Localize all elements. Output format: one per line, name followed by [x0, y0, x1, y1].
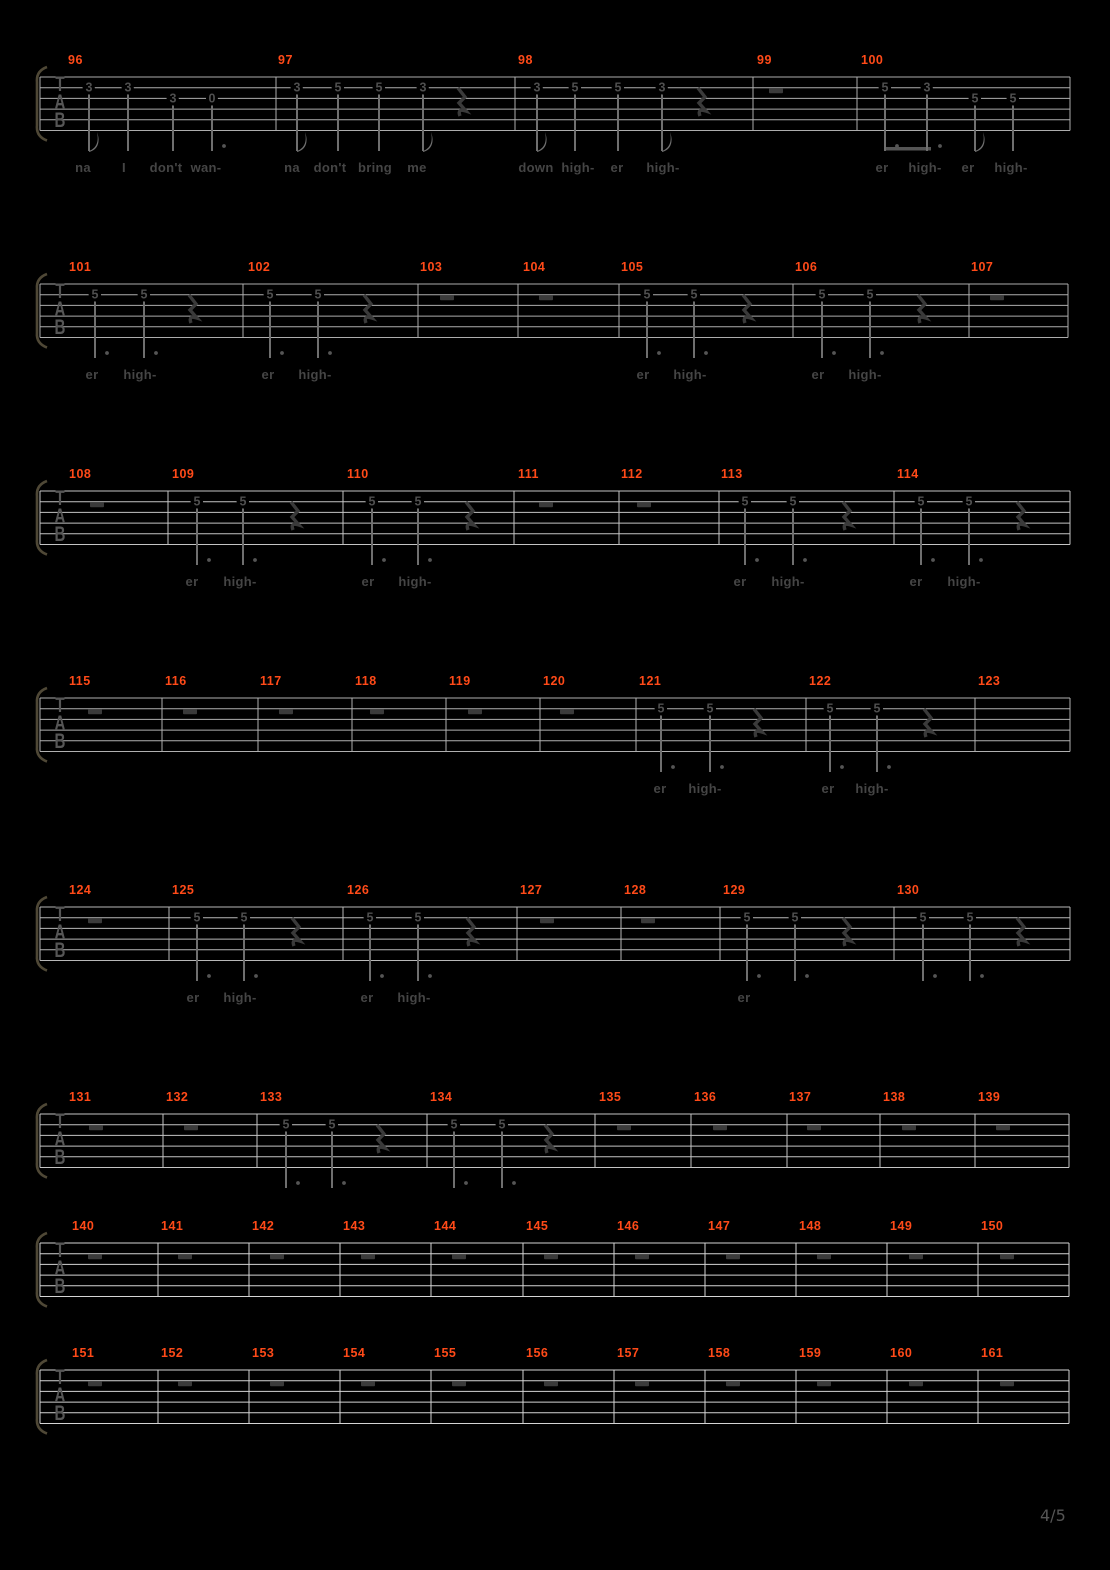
measure-number: 124: [69, 883, 92, 897]
measure-number: 117: [260, 674, 282, 688]
measure-number: 147: [708, 1219, 731, 1233]
augmentation-dot: [657, 351, 661, 355]
measure-number: 132: [166, 1090, 189, 1104]
whole-rest[interactable]: [270, 1381, 284, 1386]
tab-clef-letter: A: [54, 503, 66, 528]
augmentation-dot: [105, 351, 109, 355]
tab-clef-letter: T: [55, 1108, 65, 1133]
measure-number: 135: [599, 1090, 622, 1104]
augmentation-dot: [428, 558, 432, 562]
lyric-syllable: er: [636, 367, 650, 382]
whole-rest[interactable]: [452, 1381, 466, 1386]
measure-number: 161: [981, 1346, 1004, 1360]
measure-number: 148: [799, 1219, 822, 1233]
tab-clef-letter: B: [54, 314, 66, 339]
lyric-syllable: I: [122, 160, 126, 175]
measure-number: 136: [694, 1090, 717, 1104]
augmentation-dot: [805, 974, 809, 978]
fret-number[interactable]: 5: [366, 910, 374, 925]
staff-bracket: [37, 481, 47, 555]
measure-number: 130: [897, 883, 920, 897]
quarter-rest[interactable]: [918, 295, 926, 323]
quarter-rest[interactable]: [545, 1125, 553, 1153]
lyric-syllable: high-: [646, 160, 680, 175]
fret-number[interactable]: 5: [706, 701, 714, 716]
lyric-syllable: er: [653, 781, 667, 796]
tab-clef-letter: T: [55, 1237, 65, 1262]
lyric-syllable: don't: [149, 160, 183, 175]
tab-clef-letter: A: [54, 710, 66, 735]
tab-clef-letter: B: [54, 1144, 66, 1169]
measure-number: 111: [518, 467, 539, 481]
eighth-flag: [975, 132, 985, 152]
measure-number: 100: [861, 53, 884, 67]
measure-number: 101: [69, 260, 92, 274]
augmentation-dot: [895, 144, 899, 148]
fret-number[interactable]: 5: [657, 701, 665, 716]
quarter-rest[interactable]: [458, 88, 466, 116]
lyric-syllable: wan-: [190, 160, 222, 175]
tab-clef-letter: T: [55, 485, 65, 510]
augmentation-dot: [328, 351, 332, 355]
whole-rest[interactable]: [452, 1254, 466, 1259]
measure-number: 121: [639, 674, 662, 688]
tab-clef-letter: B: [54, 728, 66, 753]
measure-number: 102: [248, 260, 271, 274]
quarter-rest[interactable]: [924, 709, 932, 737]
fret-number[interactable]: 5: [966, 910, 974, 925]
measure-number: 103: [420, 260, 443, 274]
lyric-syllable: er: [909, 574, 923, 589]
fret-number[interactable]: 3: [124, 80, 132, 95]
measure-number: 134: [430, 1090, 453, 1104]
fret-number[interactable]: 5: [791, 910, 799, 925]
lyric-syllable: high-: [908, 160, 942, 175]
whole-rest[interactable]: [637, 502, 651, 507]
staff-bracket: [37, 688, 47, 762]
fret-number[interactable]: 0: [208, 91, 216, 106]
fret-number[interactable]: 3: [533, 80, 541, 95]
fret-number[interactable]: 5: [866, 287, 874, 302]
augmentation-dot: [207, 558, 211, 562]
fret-number[interactable]: 3: [169, 91, 177, 106]
augmentation-dot: [207, 974, 211, 978]
staff-bracket: [37, 897, 47, 971]
page-indicator: 4/5: [1040, 1506, 1066, 1525]
measure-number: 142: [252, 1219, 275, 1233]
measure-number: 122: [809, 674, 832, 688]
tab-clef-letter: B: [54, 1273, 66, 1298]
whole-rest[interactable]: [1000, 1381, 1014, 1386]
fret-number[interactable]: 5: [314, 287, 322, 302]
augmentation-dot: [382, 558, 386, 562]
staff-bracket: [37, 274, 47, 348]
fret-number[interactable]: 5: [140, 287, 148, 302]
augmentation-dot: [464, 1181, 468, 1185]
tab-clef-letter: A: [54, 1255, 66, 1280]
measure-number: 143: [343, 1219, 366, 1233]
measure-number: 110: [347, 467, 369, 481]
staff-bracket: [37, 1360, 47, 1434]
whole-rest[interactable]: [769, 88, 783, 93]
fret-number[interactable]: 5: [743, 910, 751, 925]
whole-rest[interactable]: [440, 295, 454, 300]
measure-number: 112: [621, 467, 643, 481]
quarter-rest[interactable]: [754, 709, 762, 737]
lyric-syllable: high-: [947, 574, 981, 589]
measure-number: 133: [260, 1090, 283, 1104]
measure-number: 154: [343, 1346, 366, 1360]
measure-number: 119: [449, 674, 471, 688]
fret-number[interactable]: 5: [971, 91, 979, 106]
tab-clef-letter: B: [54, 107, 66, 132]
fret-number[interactable]: 3: [85, 80, 93, 95]
tab-clef-letter: B: [54, 937, 66, 962]
measure-number: 158: [708, 1346, 731, 1360]
whole-rest[interactable]: [560, 709, 574, 714]
eighth-flag: [297, 132, 307, 152]
whole-rest[interactable]: [817, 1254, 831, 1259]
fret-number[interactable]: 5: [917, 494, 925, 509]
tab-clef-letter: T: [55, 901, 65, 926]
whole-rest[interactable]: [544, 1254, 558, 1259]
lyric-syllable: er: [85, 367, 99, 382]
tab-clef-letter: B: [54, 521, 66, 546]
quarter-rest[interactable]: [843, 918, 851, 946]
whole-rest[interactable]: [902, 1125, 916, 1130]
augmentation-dot: [933, 974, 937, 978]
whole-rest[interactable]: [361, 1254, 375, 1259]
measure-number: 144: [434, 1219, 457, 1233]
quarter-rest[interactable]: [1017, 502, 1025, 530]
augmentation-dot: [887, 765, 891, 769]
whole-rest[interactable]: [909, 1381, 923, 1386]
whole-rest[interactable]: [270, 1254, 284, 1259]
fret-number[interactable]: 5: [965, 494, 973, 509]
fret-number[interactable]: 5: [873, 701, 881, 716]
whole-rest[interactable]: [539, 295, 553, 300]
fret-number[interactable]: 5: [239, 494, 247, 509]
quarter-rest[interactable]: [466, 502, 474, 530]
tab-clef-letter: A: [54, 1126, 66, 1151]
fret-number[interactable]: 3: [293, 80, 301, 95]
measure-number: 98: [518, 53, 533, 67]
lyric-syllable: er: [811, 367, 825, 382]
measure-number: 155: [434, 1346, 457, 1360]
fret-number[interactable]: 5: [881, 80, 889, 95]
tab-clef-letter: T: [55, 71, 65, 96]
quarter-rest[interactable]: [843, 502, 851, 530]
measure-number: 138: [883, 1090, 906, 1104]
augmentation-dot: [880, 351, 884, 355]
whole-rest[interactable]: [635, 1254, 649, 1259]
quarter-rest[interactable]: [364, 295, 372, 323]
measure-number: 99: [757, 53, 772, 67]
measure-number: 146: [617, 1219, 640, 1233]
augmentation-dot: [380, 974, 384, 978]
lyric-syllable: high-: [398, 574, 432, 589]
lyric-syllable: er: [821, 781, 835, 796]
lyric-syllable: high-: [688, 781, 722, 796]
measure-number: 109: [172, 467, 195, 481]
lyric-syllable: er: [261, 367, 275, 382]
fret-number[interactable]: 5: [614, 80, 622, 95]
measure-number: 137: [789, 1090, 812, 1104]
lyric-syllable: er: [185, 574, 199, 589]
augmentation-dot: [720, 765, 724, 769]
measure-number: 97: [278, 53, 293, 67]
lyric-syllable: high-: [771, 574, 805, 589]
staff-bracket: [37, 67, 47, 141]
measure-number: 157: [617, 1346, 640, 1360]
fret-number[interactable]: 3: [658, 80, 666, 95]
augmentation-dot: [254, 974, 258, 978]
lyric-syllable: er: [186, 990, 200, 1005]
whole-rest[interactable]: [370, 709, 384, 714]
lyric-syllable: er: [361, 574, 375, 589]
lyric-syllable: er: [875, 160, 889, 175]
measure-number: 113: [721, 467, 743, 481]
augmentation-dot: [428, 974, 432, 978]
fret-number[interactable]: 5: [498, 1117, 506, 1132]
fret-number[interactable]: 5: [450, 1117, 458, 1132]
quarter-rest[interactable]: [189, 295, 197, 323]
measure-number: 141: [161, 1219, 184, 1233]
fret-number[interactable]: 3: [923, 80, 931, 95]
fret-number[interactable]: 5: [741, 494, 749, 509]
measure-number: 139: [978, 1090, 1001, 1104]
whole-rest[interactable]: [990, 295, 1004, 300]
lyric-syllable: high-: [561, 160, 595, 175]
whole-rest[interactable]: [88, 918, 102, 923]
lyric-syllable: don't: [313, 160, 347, 175]
fret-number[interactable]: 5: [240, 910, 248, 925]
quarter-rest[interactable]: [291, 502, 299, 530]
tab-clef-letter: T: [55, 278, 65, 303]
whole-rest[interactable]: [183, 709, 197, 714]
tab-clef-letter: A: [54, 89, 66, 114]
augmentation-dot: [512, 1181, 516, 1185]
whole-rest[interactable]: [89, 1125, 103, 1130]
measure-number: 108: [69, 467, 92, 481]
lyric-syllable: bring: [358, 160, 392, 175]
quarter-rest[interactable]: [743, 295, 751, 323]
whole-rest[interactable]: [641, 918, 655, 923]
quarter-rest[interactable]: [1017, 918, 1025, 946]
measure-number: 149: [890, 1219, 913, 1233]
whole-rest[interactable]: [178, 1381, 192, 1386]
measure-number: 152: [161, 1346, 184, 1360]
lyric-syllable: high-: [223, 990, 257, 1005]
whole-rest[interactable]: [90, 502, 104, 507]
fret-number[interactable]: 5: [571, 80, 579, 95]
whole-rest[interactable]: [468, 709, 482, 714]
eighth-flag: [423, 132, 433, 152]
measure-number: 153: [252, 1346, 275, 1360]
fret-number[interactable]: 5: [334, 80, 342, 95]
measure-number: 125: [172, 883, 195, 897]
measure-number: 131: [69, 1090, 92, 1104]
augmentation-dot: [296, 1181, 300, 1185]
measure-number: 126: [347, 883, 370, 897]
fret-number[interactable]: 5: [368, 494, 376, 509]
lyric-syllable: er: [360, 990, 374, 1005]
lyric-syllable: er: [737, 990, 751, 1005]
eighth-flag: [662, 132, 672, 152]
measure-number: 150: [981, 1219, 1004, 1233]
measure-number: 123: [978, 674, 1001, 688]
augmentation-dot: [280, 351, 284, 355]
whole-rest[interactable]: [909, 1254, 923, 1259]
measure-number: 160: [890, 1346, 913, 1360]
whole-rest[interactable]: [88, 709, 102, 714]
augmentation-dot: [755, 558, 759, 562]
whole-rest[interactable]: [713, 1125, 727, 1130]
lyric-syllable: high-: [298, 367, 332, 382]
fret-number[interactable]: 5: [282, 1117, 290, 1132]
measure-number: 127: [520, 883, 543, 897]
fret-number[interactable]: 5: [1009, 91, 1017, 106]
measure-number: 120: [543, 674, 566, 688]
fret-number[interactable]: 3: [419, 80, 427, 95]
whole-rest[interactable]: [88, 1381, 102, 1386]
whole-rest[interactable]: [539, 502, 553, 507]
augmentation-dot: [253, 558, 257, 562]
measure-number: 156: [526, 1346, 549, 1360]
whole-rest[interactable]: [817, 1381, 831, 1386]
augmentation-dot: [980, 974, 984, 978]
fret-number[interactable]: 5: [414, 910, 422, 925]
tab-clef-letter: A: [54, 296, 66, 321]
measure-number: 96: [68, 53, 83, 67]
measure-number: 145: [526, 1219, 549, 1233]
lyric-syllable: er: [961, 160, 975, 175]
whole-rest[interactable]: [1000, 1254, 1014, 1259]
fret-number[interactable]: 5: [643, 287, 651, 302]
lyric-syllable: high-: [223, 574, 257, 589]
fret-number[interactable]: 5: [193, 910, 201, 925]
fret-number[interactable]: 5: [414, 494, 422, 509]
measure-number: 106: [795, 260, 818, 274]
augmentation-dot: [154, 351, 158, 355]
measure-number: 115: [69, 674, 91, 688]
whole-rest[interactable]: [88, 1254, 102, 1259]
quarter-rest[interactable]: [467, 918, 475, 946]
augmentation-dot: [704, 351, 708, 355]
measure-number: 107: [971, 260, 994, 274]
measure-number: 114: [897, 467, 919, 481]
whole-rest[interactable]: [544, 1381, 558, 1386]
lyric-syllable: na: [75, 160, 91, 175]
measure-number: 104: [523, 260, 546, 274]
fret-number[interactable]: 5: [818, 287, 826, 302]
measure-number: 128: [624, 883, 647, 897]
measure-number: 105: [621, 260, 644, 274]
lyric-syllable: me: [407, 160, 427, 175]
whole-rest[interactable]: [279, 709, 293, 714]
measure-number: 129: [723, 883, 746, 897]
lyric-syllable: down: [518, 160, 554, 175]
fret-number[interactable]: 5: [690, 287, 698, 302]
tab-clef-letter: B: [54, 1400, 66, 1425]
augmentation-dot: [832, 351, 836, 355]
augmentation-dot: [840, 765, 844, 769]
augmentation-dot: [938, 144, 942, 148]
whole-rest[interactable]: [726, 1381, 740, 1386]
fret-number[interactable]: 5: [919, 910, 927, 925]
tab-clef-letter: A: [54, 919, 66, 944]
augmentation-dot: [342, 1181, 346, 1185]
whole-rest[interactable]: [184, 1125, 198, 1130]
augmentation-dot: [979, 558, 983, 562]
fret-number[interactable]: 5: [789, 494, 797, 509]
whole-rest[interactable]: [996, 1125, 1010, 1130]
fret-number[interactable]: 5: [91, 287, 99, 302]
whole-rest[interactable]: [617, 1125, 631, 1130]
tab-clef-letter: T: [55, 692, 65, 717]
lyric-syllable: high-: [848, 367, 882, 382]
whole-rest[interactable]: [726, 1254, 740, 1259]
beam: [884, 147, 931, 151]
augmentation-dot: [803, 558, 807, 562]
fret-number[interactable]: 5: [193, 494, 201, 509]
measure-number: 151: [72, 1346, 95, 1360]
tab-clef-letter: A: [54, 1382, 66, 1407]
whole-rest[interactable]: [361, 1381, 375, 1386]
whole-rest[interactable]: [178, 1254, 192, 1259]
staff-bracket: [37, 1104, 47, 1178]
quarter-rest[interactable]: [698, 88, 706, 116]
lyric-syllable: high-: [994, 160, 1028, 175]
whole-rest[interactable]: [635, 1381, 649, 1386]
fret-number[interactable]: 5: [826, 701, 834, 716]
fret-number[interactable]: 5: [266, 287, 274, 302]
measure-number: 159: [799, 1346, 822, 1360]
measure-number: 118: [355, 674, 377, 688]
augmentation-dot: [671, 765, 675, 769]
tab-clef-letter: T: [55, 1364, 65, 1389]
eighth-flag: [89, 132, 99, 152]
lyric-syllable: er: [610, 160, 624, 175]
lyric-syllable: high-: [855, 781, 889, 796]
staff-bracket: [37, 1233, 47, 1307]
quarter-rest[interactable]: [377, 1125, 385, 1153]
quarter-rest[interactable]: [292, 918, 300, 946]
lyric-syllable: high-: [397, 990, 431, 1005]
lyric-syllable: er: [733, 574, 747, 589]
measure-number: 116: [165, 674, 187, 688]
fret-number[interactable]: 5: [328, 1117, 336, 1132]
lyric-syllable: na: [284, 160, 300, 175]
augmentation-dot: [931, 558, 935, 562]
lyric-syllable: high-: [123, 367, 157, 382]
whole-rest[interactable]: [807, 1125, 821, 1130]
measure-number: 140: [72, 1219, 95, 1233]
fret-number[interactable]: 5: [375, 80, 383, 95]
eighth-flag: [537, 132, 547, 152]
lyric-syllable: high-: [673, 367, 707, 382]
whole-rest[interactable]: [540, 918, 554, 923]
augmentation-dot: [222, 144, 226, 148]
augmentation-dot: [757, 974, 761, 978]
